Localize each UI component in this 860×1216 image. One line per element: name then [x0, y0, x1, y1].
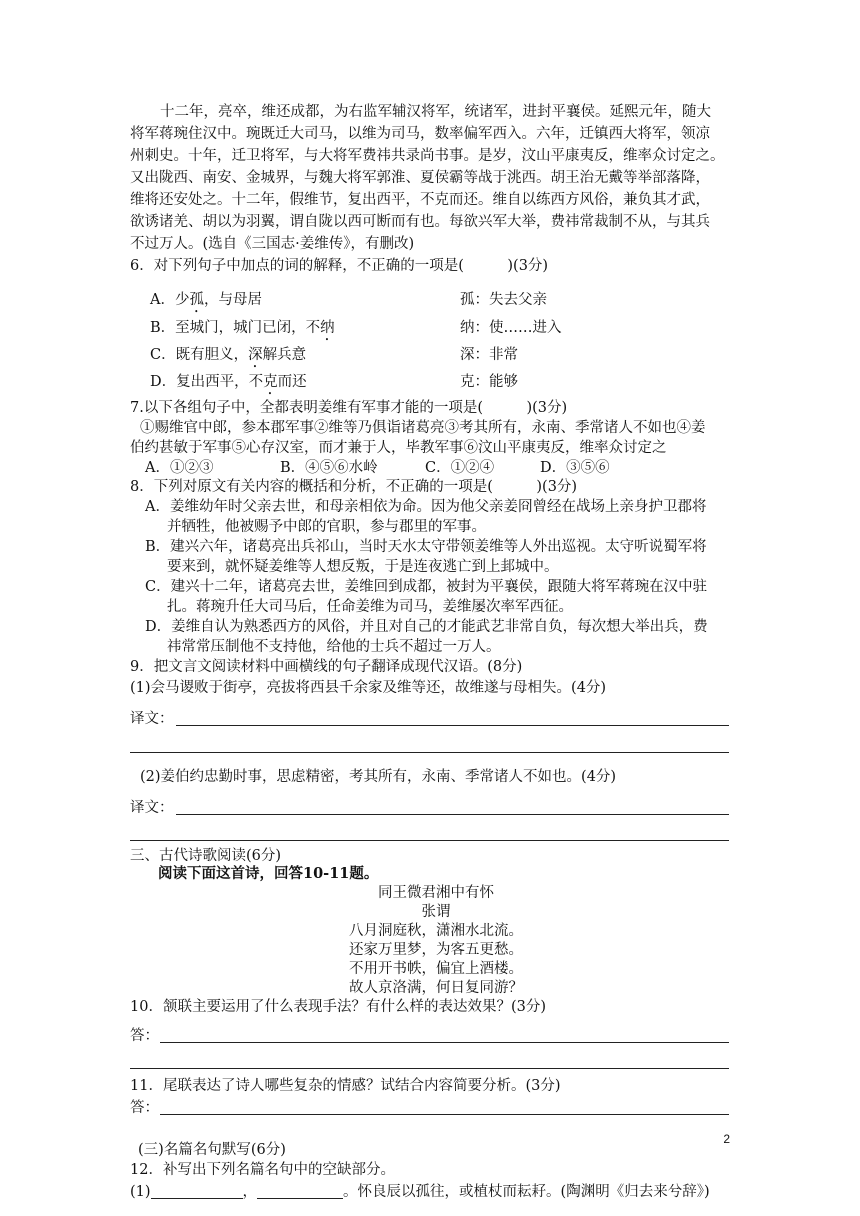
poem-title: 同王微君湘中有怀 — [378, 885, 494, 901]
question-10-stem: 10．颔联主要运用了什么表现手法？有什么样的表达效果？(3分) — [130, 999, 546, 1015]
q8-option-line: 并牺牲，他被赐予中郎的官职，参与郡里的军事。 — [167, 519, 486, 535]
passage-line: 十二年，亮卒，维还成都，为右监军辅汉将军，统诸军，进封平襄侯。延熙元年，随大 — [160, 104, 711, 120]
section-3-heading: 三、古代诗歌阅读(6分) — [130, 848, 282, 864]
q9-2-answer-label: 译文： — [130, 800, 174, 816]
poem-line: 八月洞庭秋，潇湘水北流。 — [349, 923, 523, 939]
q6-option-d-explanation: 克：能够 — [460, 374, 518, 390]
q12-1-blank-1[interactable] — [151, 1182, 243, 1199]
poem-line: 不用开书帙，偏宜上酒楼。 — [349, 961, 523, 977]
q7-choices-line: ①赐维官中郎，参本郡军事②维等乃俱诣诸葛亮③考其所有，永南、季常诸人不如也④姜 — [140, 420, 706, 436]
q8-option-line: B．建兴六年，诸葛亮出兵祁山，当时天水太守带领姜维等人外出巡视。太守听说蜀军将 — [145, 539, 707, 555]
q8-option-line: 要来到，就怀疑姜维等人想反叛，于是连夜逃亡到上邽城中。 — [167, 559, 559, 575]
poem-line: 故人京洛满，何日复同游？ — [349, 980, 523, 996]
passage-line: 州刺史。十年，迁卫将军，与大将军费祎共录尚书事。是岁，汶山平康夷反，维率众讨定之。 — [130, 148, 725, 164]
poem-author: 张谓 — [421, 904, 451, 920]
page-number: 2 — [723, 1132, 730, 1146]
q9-2-answer-line-2[interactable] — [130, 840, 729, 841]
q6-option-a: A．少孤，与母居 — [150, 292, 262, 308]
passage-line: 欲诱诸羌、胡以为羽翼，谓自陇以西可断而有也。每欲兴军大举，费祎常裁制不从，与其兵 — [130, 214, 710, 230]
q7-option-d: D．③⑤⑥ — [540, 460, 610, 476]
q6-option-b: B．至城门，城门已闭，不纳 — [150, 320, 335, 336]
passage-line: 又出陇西、南安、金城界，与魏大将军郭淮、夏侯霸等战于洮西。胡王治无戴等举部落降， — [130, 170, 710, 186]
q6-option-b-explanation: 纳：使……进入 — [460, 320, 562, 336]
passage-line: 将军蒋琬住汉中。琬既迁大司马，以维为司马，数率偏军西入。六年，迁镇西大将军，领凉 — [130, 126, 710, 142]
passage-line: 不过万人。(选自《三国志·姜维传》，有删改) — [130, 236, 415, 252]
q6-option-a-explanation: 孤：失去父亲 — [460, 292, 547, 308]
q9-sub-1: (1)会马谡败于街亭，亮拔将西县千余家及维等还，故维遂与母相失。(4分) — [130, 680, 607, 696]
question-8-stem: 8．下列对原文有关内容的概括和分析，不正确的一项是( )(3分) — [130, 479, 578, 495]
question-11-stem: 11．尾联表达了诗人哪些复杂的情感？试结合内容简要分析。(3分) — [130, 1078, 561, 1094]
q8-option-line: C．建兴十二年，诸葛亮去世，姜维回到成都，被封为平襄侯，跟随大将军蒋琬在汉中驻 — [145, 579, 708, 595]
q7-option-c: C．①②④ — [425, 460, 495, 476]
q7-choices-line: 伯约甚敏于军事⑤心存汉室，而才兼于人，毕教军事⑥汶山平康夷反，维率众讨定之 — [130, 440, 667, 456]
passage-line: 维将还安处之。十二年，假维节，复出西平，不克而还。维自以练西方风俗，兼负其才武， — [130, 192, 710, 208]
q8-option-line: A．姜维幼年时父亲去世，和母亲相依为命。因为他父亲姜冏曾经在战场上亲身护卫郡将 — [145, 499, 707, 515]
q9-1-answer-label: 译文： — [130, 711, 174, 727]
q11-answer-line[interactable] — [160, 1114, 729, 1115]
q10-answer-line-2[interactable] — [130, 1068, 729, 1069]
q6-option-c: C．既有胆义，深解兵意 — [150, 347, 307, 363]
q8-option-line: 扎。蒋琬升任大司马后，任命姜维为司马，姜维屡次率军西征。 — [167, 599, 573, 615]
q7-option-b: B．④⑤⑥水岭 — [280, 460, 378, 476]
q10-answer-line[interactable] — [160, 1042, 729, 1043]
poem-line: 还家万里梦，为客五更愁。 — [349, 942, 523, 958]
q6-option-d: D．复出西平，不克而还 — [150, 374, 307, 390]
q11-answer-label: 答： — [130, 1100, 159, 1116]
question-7-stem: 7.以下各组句子中，全都表明姜维有军事才能的一项是( )(3分) — [130, 400, 568, 416]
section-3-instruction: 阅读下面这首诗，回答10-11题。 — [158, 865, 379, 882]
q9-2-answer-line[interactable] — [176, 814, 729, 815]
q12-1-blank-2[interactable] — [257, 1182, 343, 1199]
q12-1-line: (1) ， 。怀良辰以孤往，或植杖而耘耔。(陶渊明《归去来兮辞》) — [130, 1184, 710, 1200]
q10-answer-label: 答： — [130, 1028, 159, 1044]
q9-1-answer-line-2[interactable] — [130, 752, 729, 753]
question-9-stem: 9．把文言文阅读材料中画横线的句子翻译成现代汉语。(8分) — [130, 659, 523, 675]
q9-1-answer-line[interactable] — [176, 725, 729, 726]
q8-option-line: 祎常常压制他不支持他，给他的士兵不超过一万人。 — [167, 639, 501, 655]
q9-sub-2: (2)姜伯约忠勤时事，思虑精密，考其所有，永南、季常诸人不如也。(4分) — [140, 769, 617, 785]
dictation-heading: (三)名篇名句默写(6分) — [138, 1142, 286, 1158]
question-12-stem: 12．补写出下列名篇名句中的空缺部分。 — [130, 1162, 395, 1178]
question-6-stem: 6．对下列句子中加点的词的解释，不正确的一项是( )(3分) — [130, 258, 549, 274]
q8-option-line: D．姜维自认为熟悉西方的风俗，并且对自己的才能武艺非常自负，每次想大举出兵，费 — [145, 619, 708, 635]
q7-option-a: A．①②③ — [145, 460, 214, 476]
q6-option-c-explanation: 深：非常 — [460, 347, 518, 363]
